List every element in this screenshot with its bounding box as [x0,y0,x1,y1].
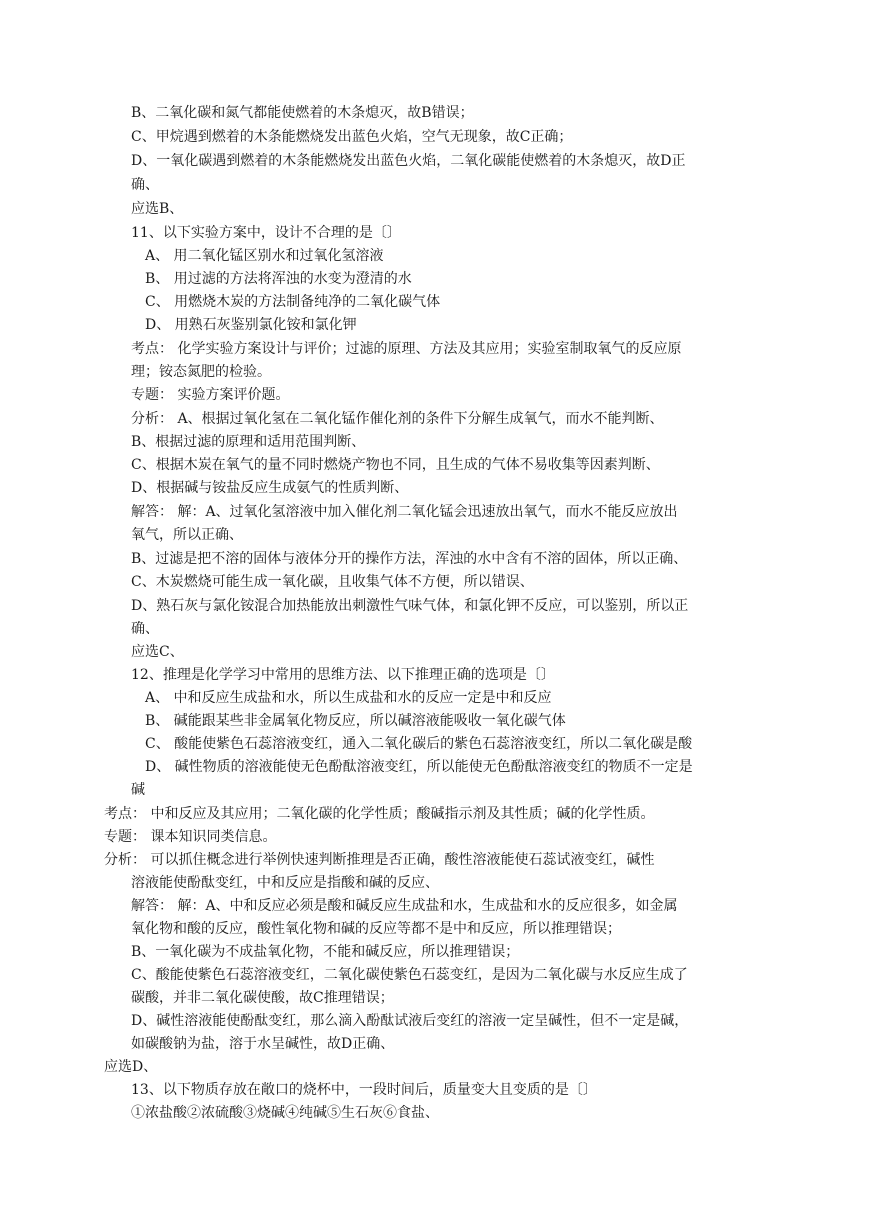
question-title: 11、以下实验方案中，设计不合理的是〔〕 [131,225,401,241]
text-line: 应选C、 [131,644,184,660]
text-line: 专题： 课本知识同类信息。 [104,829,277,845]
option-b: B、 用过滤的方法将浑浊的水变为澄清的水 [145,271,412,287]
text-line: C、酸能使紫色石蕊溶液变红，二氧化碳使紫色石蕊变红，是因为二氧化碳与水反应生成了 [131,967,688,983]
text-line: D、一氧化碳遇到燃着的木条能燃烧发出蓝色火焰，二氧化碳能使燃着的木条熄灭，故D正 [131,153,686,169]
text-line: 理；铵态氮肥的检验。 [131,364,271,380]
text-line: 考点： 化学实验方案设计与评价；过滤的原理、方法及其应用；实验室制取氧气的反应原 [131,341,682,357]
text-line: C、甲烷遇到燃着的木条能燃烧发出蓝色火焰，空气无现象，故C正确； [131,129,573,145]
option-c: C、 酸能使紫色石蕊溶液变红，通入二氧化碳后的紫色石蕊溶液变红，所以二氧化碳是酸 [145,736,693,752]
question-title: 12、推理是化学学习中常用的思维方法、以下推理正确的选项是〔〕 [131,667,555,683]
text-line: B、根据过滤的原理和适用范围判断、 [131,434,366,450]
text-line: C、木炭燃烧可能生成一氧化碳，且收集气体不方便，所以错误、 [131,574,534,590]
option-a: A、 用二氧化锰区别水和过氧化氢溶液 [145,248,384,264]
text-line: 如碳酸钠为盐，溶于水呈碱性，故D正确、 [131,1036,395,1052]
option-d: D、 碱性物质的溶液能使无色酚酞溶液变红，所以能使无色酚酞溶液变红的物质不一定是 [145,759,693,775]
question-title: 13、以下物质存放在敞口的烧杯中，一段时间后，质量变大且变质的是〔〕 [131,1082,597,1098]
text-line: B、二氧化碳和氮气都能使燃着的木条熄灭，故B错误； [131,105,474,121]
option-b: B、 碱能跟某些非金属氧化物反应，所以碱溶液能吸收一氧化碳气体 [145,713,566,729]
text-line: B、一氧化碳为不成盐氧化物，不能和碱反应，所以推理错误； [131,944,520,960]
text-line: 碱 [131,782,145,798]
text-line: 氧气，所以正确、 [131,527,243,543]
text-line: 解答： 解：A、过氧化氢溶液中加入催化剂二氧化锰会迅速放出氧气，而水不能反应放出 [131,504,678,520]
text-line: 应选B、 [131,201,184,217]
text-line: 专题： 实验方案评价题。 [131,387,290,403]
text-line: 溶液能使酚酞变红，中和反应是指酸和碱的反应、 [131,875,439,891]
text-line: 碳酸，并非二氧化碳使酸，故C推理错误； [131,990,394,1006]
text-line: 考点： 中和反应及其应用；二氧化碳的化学性质；酸碱指示剂及其性质；碱的化学性质。 [104,806,655,822]
text-line: 分析： A、根据过氧化氢在二氧化锰作催化剂的条件下分解生成氧气，而水不能判断、 [131,411,664,427]
option-a: A、 中和反应生成盐和水，所以生成盐和水的反应一定是中和反应 [145,690,552,706]
text-line: 分析： 可以抓住概念进行举例快速判断推理是否正确，酸性溶液能使石蕊试液变红，碱性 [104,852,655,868]
text-line: 氧化物和酸的反应，酸性氧化物和碱的反应等都不是中和反应，所以推理错误； [131,921,621,937]
text-line: C、根据木炭在氧气的量不同时燃烧产物也不同，且生成的气体不易收集等因素判断、 [131,457,660,473]
text-line: D、碱性溶液能使酚酞变红，那么滴入酚酞试液后变红的溶液一定呈碱性，但不一定是碱， [131,1013,689,1029]
text-line: ①浓盐酸②浓硫酸③烧碱④纯碱⑤生石灰⑥食盐、 [131,1105,439,1121]
text-line: D、根据碱与铵盐反应生成氨气的性质判断、 [131,480,409,496]
text-line: 解答： 解：A、中和反应必须是酸和碱反应生成盐和水，生成盐和水的反应很多，如金属 [131,898,678,914]
option-d: D、 用熟石灰鉴别氯化铵和氯化钾 [145,317,357,333]
option-c: C、 用燃烧木炭的方法制备纯净的二氧化碳气体 [145,294,441,310]
text-line: B、过滤是把不溶的固体与液体分开的操作方法，浑浊的水中含有不溶的固体，所以正确、 [131,551,688,567]
text-line: 确、 [131,621,159,637]
text-line: 应选D、 [104,1059,158,1075]
text-line: D、熟石灰与氯化铵混合加热能放出刺激性气味气体，和氯化钾不反应，可以鉴别，所以正 [131,598,689,614]
text-line: 确、 [131,177,159,193]
